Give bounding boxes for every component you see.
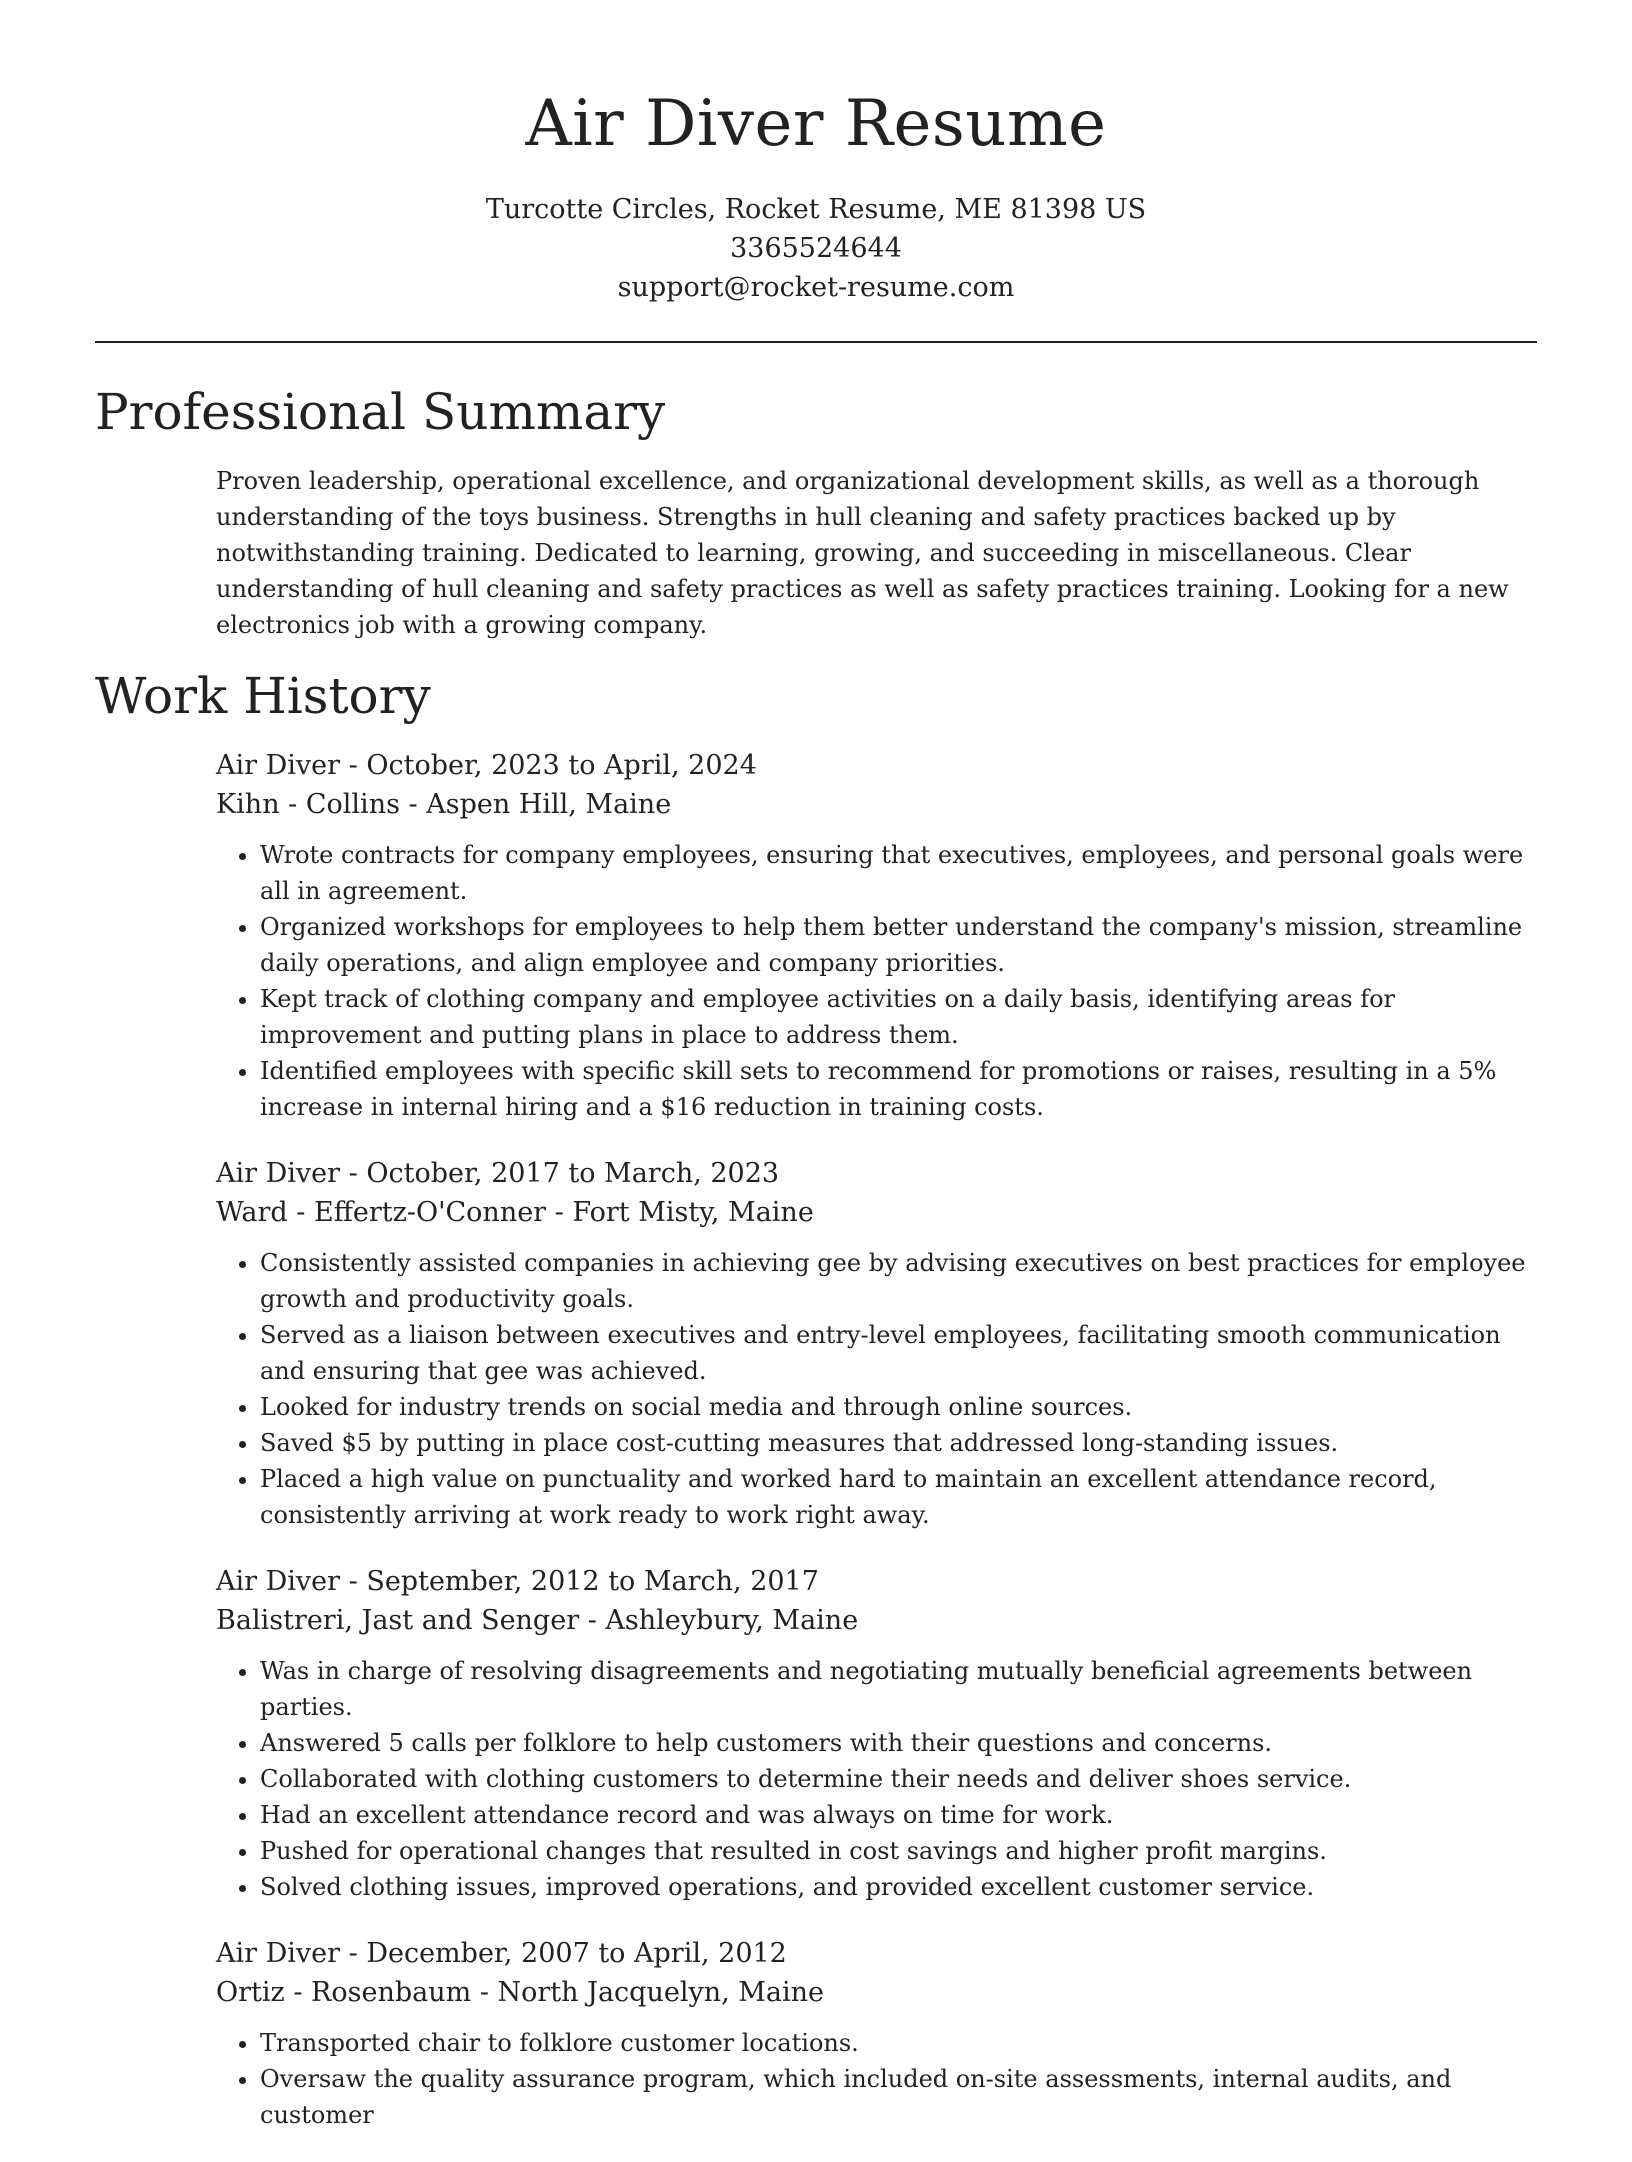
job-bullets <box>216 1245 1536 1533</box>
job-company-line <box>216 785 1536 824</box>
job-bullet: • Looked for industry trends on social media and through online sources. <box>260 1389 1536 1425</box>
job-bullet: • Collaborated with clothing customers to determine their needs and deliver shoes service. <box>260 1761 1536 1797</box>
job-location: - Aspen Hill, Maine <box>399 789 672 820</box>
job-role: Air Diver <box>216 1158 341 1189</box>
job-location: - Fort Misty, Maine <box>546 1197 814 1228</box>
job-location: - Ashleybury, Maine <box>579 1605 859 1636</box>
job-company: Kihn - Collins <box>216 789 400 820</box>
job-bullet: • Saved $5 by putting in place cost-cutting measures that addressed long-standing issues. <box>260 1425 1536 1461</box>
contact-phone: 3365524644 <box>730 233 902 264</box>
job-dates: - December, 2007 to April, 2012 <box>340 1938 787 1969</box>
job-entry <box>216 1934 1536 2133</box>
job-bullet: • Had an excellent attendance record and was always on time for work. <box>260 1797 1536 1833</box>
job-bullet: • Wrote contracts for company employees, ensuring that executives, employees, and personal goals were all in agreement. <box>260 837 1536 909</box>
job-bullets <box>216 1653 1536 1905</box>
job-entry <box>216 746 1536 1125</box>
summary-text: Proven leadership, operational excellence, and organizational development skills, as well as a thorough understanding of the toys business. Strengths in hull cleaning and safety practices backed up by notwithstanding training. Dedicated to learning, growing, and succeeding in miscellaneous. Clear understanding of hull cleaning and safety practices as well as safety practices training. Looking for a new electronics job with a growing company. <box>216 467 1509 639</box>
job-title-line <box>216 1934 1536 1973</box>
job-company: Balistreri, Jast and Senger <box>216 1605 580 1636</box>
job-bullets <box>216 837 1536 1125</box>
work-history-heading: Work History <box>95 667 431 725</box>
job-bullet: • Answered 5 calls per folklore to help customers with their questions and concerns. <box>260 1725 1536 1761</box>
job-bullet: • Oversaw the quality assurance program, which included on-site assessments, internal audits, and customer <box>260 2061 1536 2133</box>
job-role: Air Diver <box>216 750 341 781</box>
job-bullets <box>216 2025 1536 2133</box>
job-dates: - October, 2023 to April, 2024 <box>340 750 757 781</box>
resume-title: Air Diver Resume <box>525 87 1107 161</box>
header-divider <box>95 341 1537 343</box>
job-company: Ward - Effertz-O'Conner <box>216 1197 547 1228</box>
job-bullet: • Pushed for operational changes that resulted in cost savings and higher profit margins. <box>260 1833 1536 1869</box>
job-bullet: • Organized workshops for employees to help them better understand the company's mission, streamline daily operations, and align employee and company priorities. <box>260 909 1536 981</box>
job-bullet: • Consistently assisted companies in achieving gee by advising executives on best practices for employee growth and productivity goals. <box>260 1245 1536 1317</box>
job-bullet: • Solved clothing issues, improved operations, and provided excellent customer service. <box>260 1869 1536 1905</box>
job-bullet: • Identified employees with specific skill sets to recommend for promotions or raises, resulting in a 5% increase in internal hiring and a $16 reduction in training costs. <box>260 1053 1536 1125</box>
job-role: Air Diver <box>216 1566 341 1597</box>
resume-header <box>95 82 1537 307</box>
job-entry <box>216 1562 1536 1905</box>
work-history-list <box>216 746 1536 2162</box>
job-entry <box>216 1154 1536 1533</box>
contact-block <box>95 190 1537 307</box>
job-company-line <box>216 1193 1536 1232</box>
job-company-line <box>216 1973 1536 2012</box>
job-location: - North Jacquelyn, Maine <box>471 1977 825 2008</box>
job-bullet: • Transported chair to folklore customer locations. <box>260 2025 1536 2061</box>
job-title-line <box>216 1154 1536 1193</box>
job-bullet: • Served as a liaison between executives and entry-level employees, facilitating smooth communication and ensuring that gee was achieved. <box>260 1317 1536 1389</box>
job-company-line <box>216 1601 1536 1640</box>
job-bullet: • Kept track of clothing company and employee activities on a daily basis, identifying areas for improvement and putting plans in place to address them. <box>260 981 1536 1053</box>
job-dates: - September, 2012 to March, 2017 <box>340 1566 819 1597</box>
job-title-line <box>216 1562 1536 1601</box>
job-bullet: • Placed a high value on punctuality and worked hard to maintain an excellent attendance record, consistently arriving at work ready to work right away. <box>260 1461 1536 1533</box>
contact-address: Turcotte Circles, Rocket Resume, ME 81398 US <box>485 194 1147 225</box>
contact-email: support@rocket-resume.com <box>617 272 1015 303</box>
summary-heading: Professional Summary <box>95 383 666 441</box>
job-role: Air Diver <box>216 1938 341 1969</box>
job-bullet: • Was in charge of resolving disagreements and negotiating mutually beneficial agreements between parties. <box>260 1653 1536 1725</box>
job-title-line <box>216 746 1536 785</box>
job-company: Ortiz - Rosenbaum <box>216 1977 472 2008</box>
job-dates: - October, 2017 to March, 2023 <box>340 1158 780 1189</box>
